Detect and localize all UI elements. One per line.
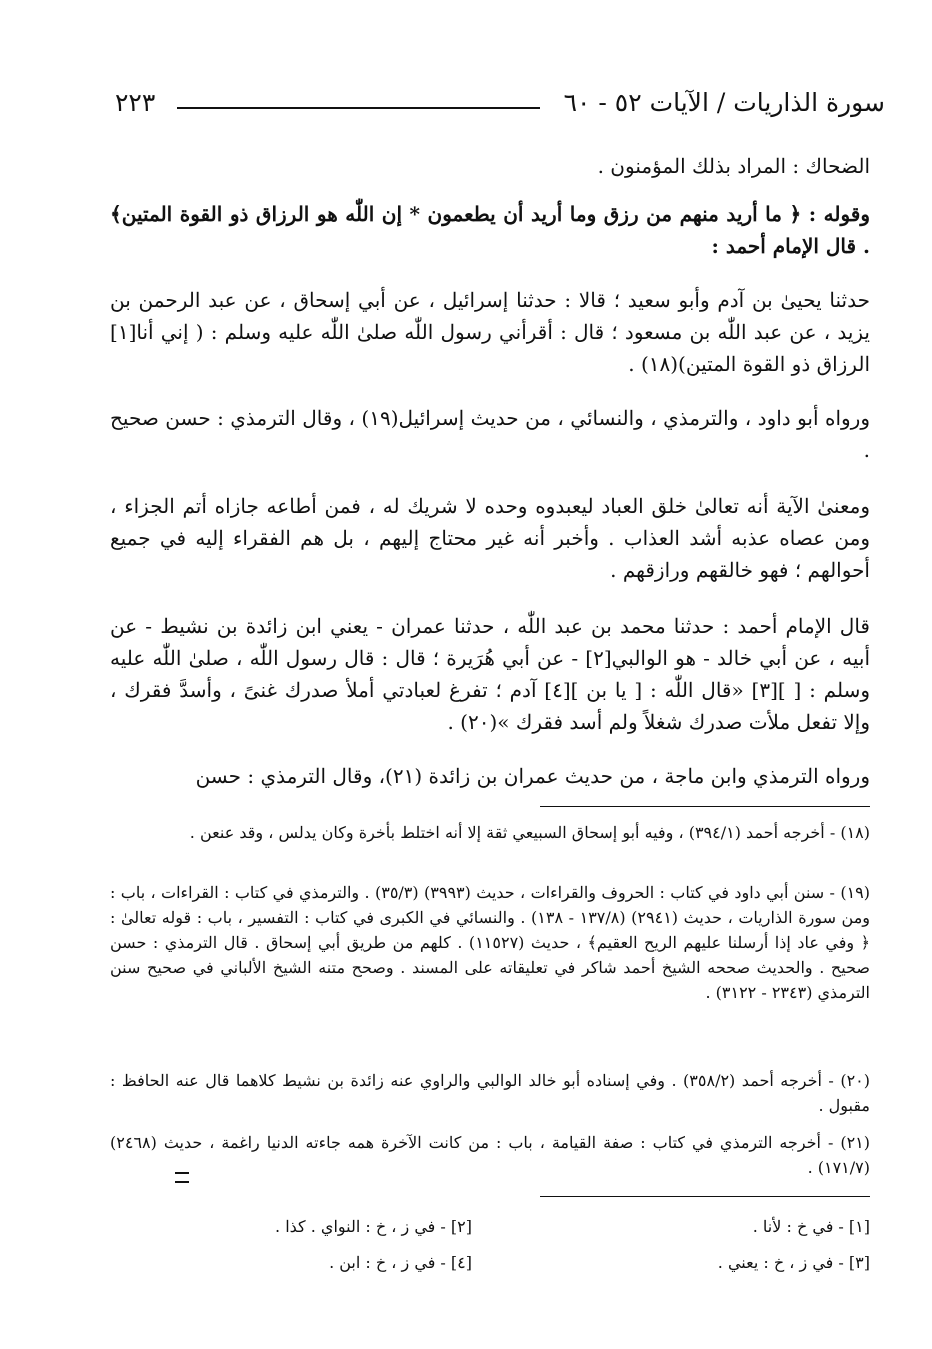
page-number: ٢٢٣ [115,88,156,117]
variant-note-4: [٤] - في ز ، خ : ابن . [329,1253,472,1272]
footnote-separator [540,806,870,807]
paragraph-2 [110,198,870,262]
paragraph-4 [110,402,870,466]
paragraph-text: قال الإمام أحمد : حدثنا محمد بن عبد اللّٰه ، حدثنا عمران - يعني ابن زائدة بن نشيط - عن أبيه ، عن أبي خالد - هو الوالبي[٢] - عن أبي هُرَيرة ؛ قال : قال رسول اللّٰه ، صلىٰ اللّٰه عليه وسلم : [ ][٣] «قال اللّٰه : [ يا بن ][٤] آدم ؛ تفرغ لعبادتي أملأ صدرك غنىً ، وأسدَّ فقرك ، وإلا تفعل ملأت صدرك شغلاً ولم أسد فقرك »(٢٠) . [110,614,871,734]
equals-mark [175,1172,189,1183]
paragraph-7 [110,760,870,792]
paragraph-text: ومعنىٰ الآية أنه تعالىٰ خلق العباد ليعبدوه وحده لا شريك له ، فمن أطاعه جازاه أتم الجزاء ، ومن عصاه عذبه أشد العذاب . وأخبر أنه غير محتاج إليهم ، بل هم الفقراء إليه في جميع أحوالهم ؛ فهو خالقهم ورازقهم . [110,494,870,582]
page-header [115,88,885,122]
footnote-19 [110,880,870,1005]
footnote-text: (١٩) - سنن أبي داود في كتاب : الحروف والقراءات ، حديث (٣٩٩٣) (٣٥/٣) . والترمذي في كتاب : القراءات ، باب : ومن سورة الذاريات ، حديث (٢٩٤١) (١٣٧/٨ - ١٣٨) . والنسائي في الكبرى في كتاب : التفسير ، باب : قوله تعالىٰ : ﴿ وفي عاد إذا أرسلنا عليهم الريح العقيم﴾ ، حديث (١١٥٢٧) . كلهم من طريق أبي إسحاق . قال الترمذي : حسن صحيح . والحديث صححه الشيخ أحمد شاكر في تعليقاته على المسند . وصحح متنه الشيخ الألباني في صحيح سنن الترمذي (٢٣٤٣ - ٣١٢٢) . [110,883,871,1002]
paragraph-5 [110,490,870,586]
paragraph-text: ورواه الترمذي وابن ماجة ، من حديث عمران بن زائدة (٢١)، وقال الترمذي : حسن [195,764,870,788]
paragraph-text: وقوله : ﴿ ما أريد منهم من رزق وما أريد أن يطعمون * إن اللّٰه هو الرزاق ذو القوة المتين﴾ . قال الإمام أحمد : [110,202,870,258]
footnote-text: (٢٠) - أخرجه أحمد (٣٥٨/٢) . وفي إسناده أبو خالد الوالبي والراوي عنه زائدة بن نشيط كلاهما قال عنه الحافظ : مقبول . [110,1071,870,1115]
footnote-18 [110,820,870,845]
variant-note-3: [٣] - في ز ، خ : يعني . [717,1253,870,1272]
variant-note-2: [٢] - في ز ، خ : النواي . كذا . [275,1217,472,1236]
footnote-text: (١٨) - أخرجه أحمد (٣٩٤/١) ، وفيه أبو إسحاق السبيعي ثقة إلا أنه اختلط بأخرة وكان يدلس ، وقد عنعن . [189,823,870,842]
paragraph-1 [110,150,870,182]
running-title: سورة الذاريات / الآيات ٥٢ - ٦٠ [563,88,885,117]
paragraph-text: الضحاك : المراد بذلك المؤمنون . [597,154,870,178]
footnote-20 [110,1068,870,1118]
footnote-text: (٢١) - أخرجه الترمذي في كتاب : صفة القيامة ، باب : من كانت الآخرة همه جاءته الدنيا راغمة ، حديث (٢٤٦٨) (١٧١/٧) . [110,1133,870,1177]
paragraph-3 [110,284,870,380]
paragraph-text: ورواه أبو داود ، والترمذي ، والنسائي ، من حديث إسرائيل(١٩) ، وقال الترمذي : حسن صحيح . [110,406,870,462]
header-rule [177,107,540,109]
paragraph-text: حدثنا يحيىٰ بن آدم وأبو سعيد ؛ قالا : حدثنا إسرائيل ، عن أبي إسحاق ، عن عبد الرحمن بن يزيد ، عن عبد اللّٰه بن مسعود ؛ قال : أقرأني رسول اللّٰه صلىٰ اللّٰه عليه وسلم : ( إني أنا[١] الرزاق ذو القوة المتين)(١٨) . [110,288,870,376]
variant-note-1: [١] - في خ : لأنا . [752,1217,870,1236]
footnote-21 [110,1130,870,1180]
paragraph-6 [110,610,870,738]
variants-separator [540,1196,870,1197]
